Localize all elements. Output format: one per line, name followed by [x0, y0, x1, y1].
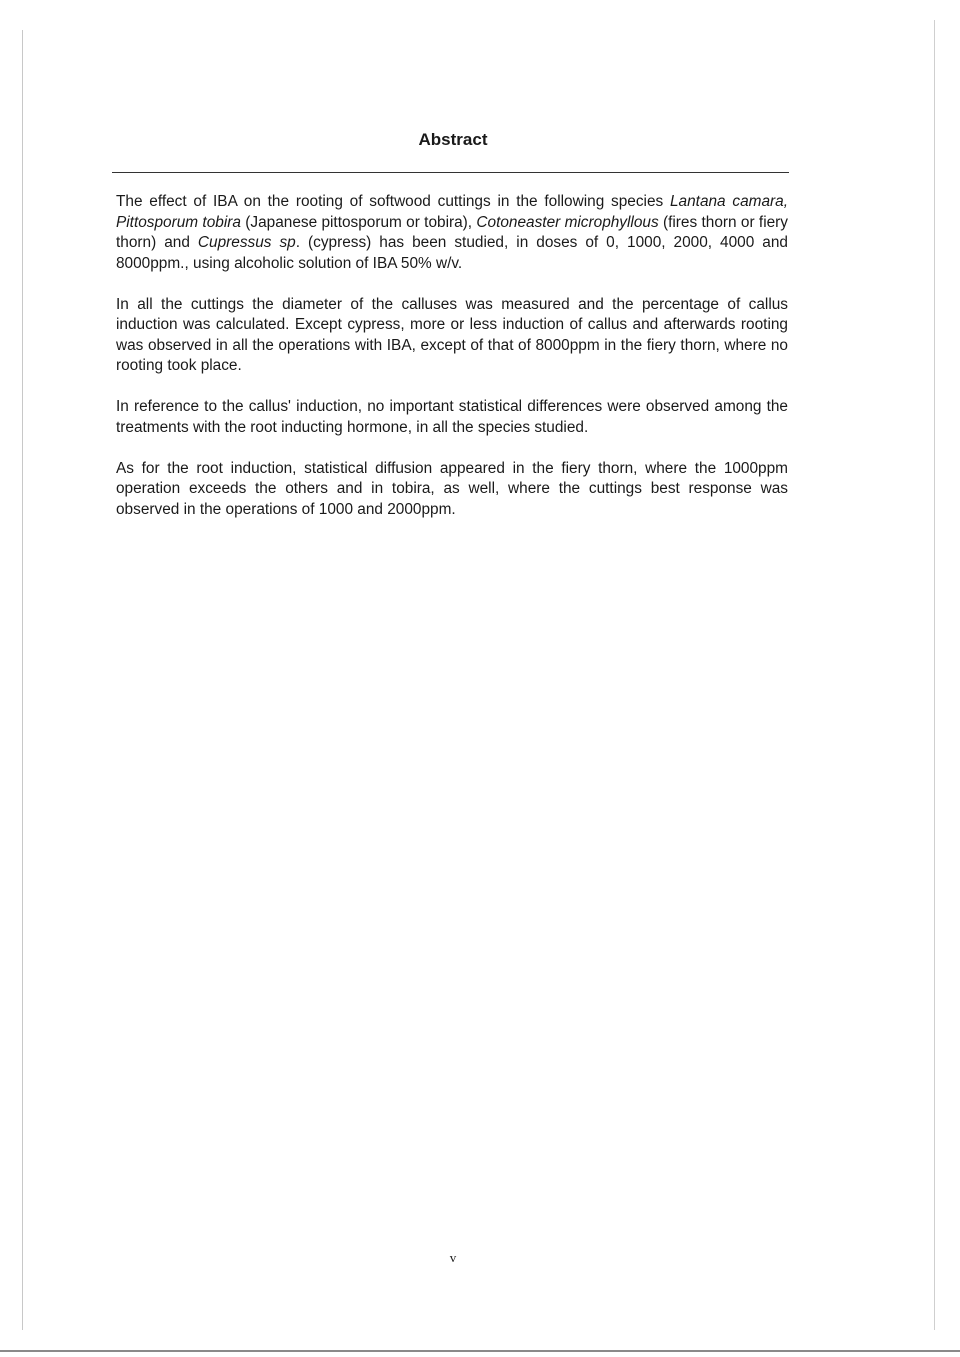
paragraph-1-species-cotoneaster: Cotoneaster microphyllous — [476, 213, 659, 231]
abstract-paragraph-1 — [116, 192, 788, 274]
paragraph-4-text: As for the root induction, statistical diffusion appeared in the fiery thorn, where the 1000ppm operation exceeds the others and in tobira, as well, where the cuttings best response was observed in the operations of 1000 and 2000ppm. — [116, 459, 788, 518]
paragraph-1-text: (Japanese pittosporum or tobira), — [240, 213, 477, 231]
abstract-paragraph-3 — [116, 397, 788, 438]
scan-edge-bottom — [0, 1350, 960, 1352]
paragraph-1-species-cupressus: Cupressus sp — [197, 234, 296, 251]
scan-edge-right — [934, 20, 935, 1330]
paragraph-2-text: In all the cuttings the diameter of the calluses was measured and the percentage of callus induction was calculated. Except cypress, more or less induction of callus and afterwards rooting was observed in all the operations with IBA, except of that of 8000ppm in the fiery thorn, where no rooting took place. — [116, 295, 788, 374]
abstract-body — [116, 192, 788, 541]
abstract-paragraph-4 — [116, 459, 788, 521]
abstract-paragraph-2 — [116, 295, 788, 377]
paragraph-1-text: . (cypress) has been studied, in doses of 0, 1000, 2000, 4000 and 8000ppm., using alcoholic solution of IBA 50% w/v. — [116, 234, 788, 272]
paragraph-1-text: (fires thorn or fiery thorn) and — [116, 213, 788, 251]
paragraph-3-text: In reference to the callus' induction, no important statistical differences were observed among the treatments with the root inducting hormone, in all the species studied. — [116, 398, 788, 436]
title-rule — [112, 172, 789, 173]
page-title: Abstract — [418, 130, 488, 149]
paragraph-1-species-lantana-pittosporum: Lantana camara, Pittosporum tobira — [116, 193, 788, 231]
page-number: v — [449, 1250, 457, 1265]
paragraph-1-text: The effect of IBA on the rooting of softwood cuttings in the following species — [116, 193, 670, 210]
scan-edge-left — [22, 30, 23, 1330]
